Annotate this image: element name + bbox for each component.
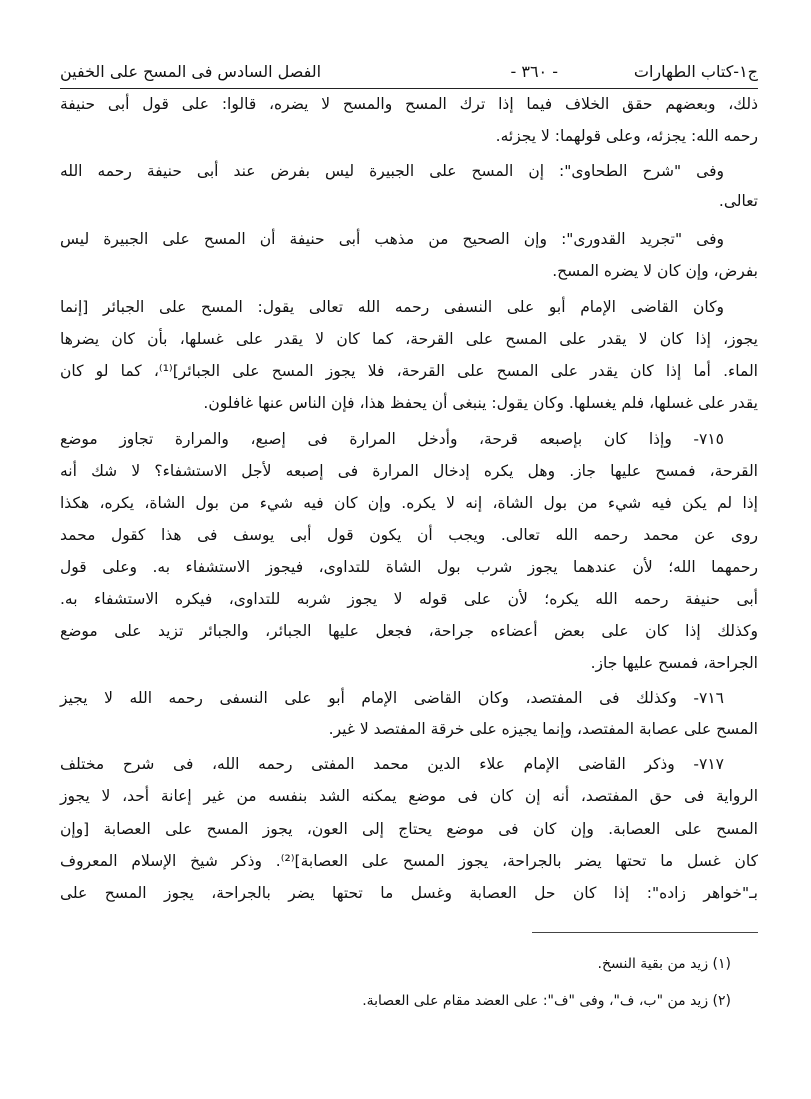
page-number: - ٣٦٠ - [510, 62, 558, 81]
text-line: إذا لم يكن فيه شيء من بول الشاة، إنه لا يكره. وإن كان فيه شيء من بول الشاة، يكره، هكذا [60, 494, 758, 512]
text-line: القرحة، فمسح عليها جاز. وهل يكره إدخال المرارة فى إصبعه لأجل الاستشفاء؟ لا شك أنه [60, 462, 758, 480]
text-line: المسح على عصابة المفتصد، وإنما يجيزه على خرقة المفتصد لا غير. [328, 720, 758, 738]
text-line: بفرض، وإن كان لا يضره المسح. [552, 262, 758, 280]
running-header [60, 60, 758, 89]
text-line: تعالى. [718, 192, 758, 210]
text-line: أبى حنيفة رحمه الله يكره؛ لأن على قوله لا يجوز شربه للتداوى، فيكره الاستشفاء به. [60, 590, 758, 608]
text-line: المسح على العصابة. وإن كان فى موضع يحتاج إلى العون، يجوز المسح على العصابة [وإن [60, 820, 758, 838]
text-line: ٧١٧- وذكر القاضى الإمام علاء الدين محمد المفتى رحمه الله، فى شرح مختلف [60, 755, 724, 773]
text-line: رحمهما الله؛ لأن عندهما يجوز شرب بول الشاة للتداوى، فيجوز الاستشفاء به. وعلى قول [60, 558, 758, 576]
footnote: (٢) زيد من "ب، ف"، وفى "ف": على العضد مقام على العصابة. [362, 993, 731, 1009]
text-line: يجوز، إذا كان لا يقدر على المسح على القرحة، كما كان لا يقدر على غسلها، بأن كان يضرها [60, 330, 758, 348]
text-line: روى عن محمد رحمه الله تعالى. ويجب أن يكون قول أبى يوسف فى هذا كقول محمد [60, 526, 758, 544]
text-line: ٧١٥- وإذا كان بإصبعه قرحة، وأدخل المرارة فى إصبع، والمرارة تجاوز موضع [60, 430, 724, 448]
footnote-divider [532, 932, 758, 933]
header-book-title: ج١-كتاب الطهارات [633, 62, 758, 81]
text-line: بـ"خواهر زاده": إذا كان حل العصابة وغسل ما تحتها يضر بالجراحة، يجوز المسح على [60, 884, 758, 902]
text-line: يقدر على غسلها، فلم يغسلها. وكان يقول: ينبغى أن يحفظ هذا، فإن الناس عنها غافلون. [203, 394, 758, 412]
text-line: ذلك، وبعضهم حقق الخلاف فيما إذا ترك المسح والمسح لا يضره، قالوا: على قول أبى حنيفة [60, 95, 758, 113]
text-line: كان غسل ما تحتها يضر بالجراحة، يجوز المسح على العصابة]⁽²⁾. وذكر شيخ الإسلام المعروف [60, 852, 759, 870]
footnote: (١) زيد من بقية النسخ. [597, 956, 731, 972]
text-line: وكذلك إذا كان على بعض أعضاءه جراحة، فجعل عليها الجبائر، والجبائر تزيد على موضع [60, 622, 758, 640]
text-line: ٧١٦- وكذلك فى المفتصد، وكان القاضى الإمام أبو على النسفى رحمه الله لا يجيز [60, 689, 724, 707]
text-line: رحمه الله: يجزئه، وعلى قولهما: لا يجزئه. [495, 127, 758, 145]
text-line: وكان القاضى الإمام أبو على النسفى رحمه الله تعالى يقول: المسح على الجبائر [إنما [60, 298, 724, 316]
text-line: وفى "تجريد القدورى": وإن الصحيح من مذهب أبى حنيفة أن المسح على الجبيرة ليس [60, 230, 724, 248]
text-line: الرواية فى حق المفتصد، أنه إن كان فى موضع يمكنه الشد بنفسه من غير إعانة أحد، لا يجوز [60, 787, 758, 805]
header-chapter-title: الفصل السادس فى المسح على الخفين [60, 62, 322, 81]
text-line: الجراحة، فمسح عليها جاز. [590, 654, 758, 672]
text-line: وفى "شرح الطحاوى": إن المسح على الجبيرة ليس بفرض عند أبى حنيفة رحمه الله [60, 162, 724, 180]
text-line: الماء. أما إذا كان يقدر على المسح على القرحة، فلا يجوز المسح على الجبائر]⁽¹⁾، كما لو كان [60, 362, 758, 380]
